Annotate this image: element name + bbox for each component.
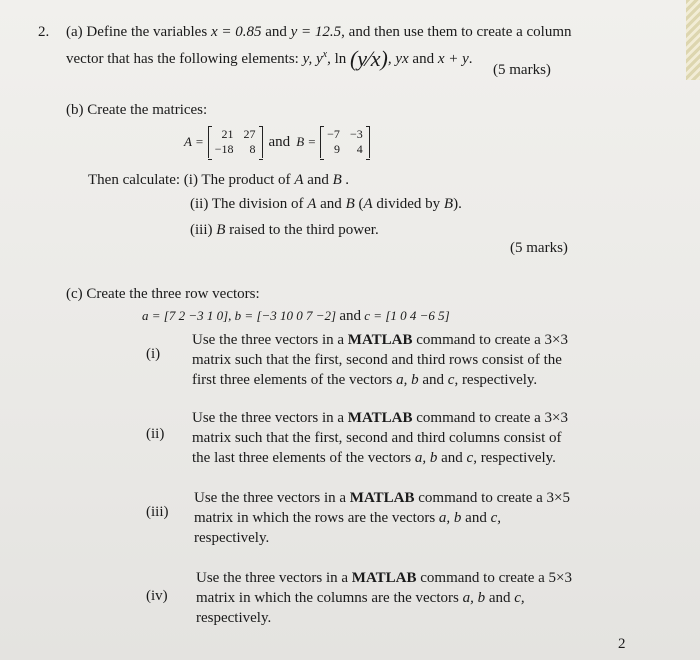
- matrix-equation: A = 21 27 −18 8 and B = −7 −3 9 4: [184, 126, 370, 158]
- item-iv-text: Use the three vectors in a MATLAB command to create a 5×3 matrix in which the columns are the vectors a, b and c, respectively.: [196, 570, 572, 626]
- part-a-marks: (5 marks): [493, 62, 551, 78]
- item-i-number: (i): [146, 346, 161, 362]
- matrix-b: −7 −3 9 4: [320, 126, 370, 158]
- item-iv-number: (iv): [146, 588, 168, 604]
- item-ii-text: Use the three vectors in a MATLAB command to create a 3×3 matrix such that the first, second and third columns consist of the last three elements of the vectors a, b and c, respectively.: [192, 410, 568, 466]
- page-number: 2: [618, 636, 626, 652]
- question-number: 2.: [38, 24, 50, 40]
- item-ii-number: (ii): [146, 426, 165, 442]
- item-iii-text: Use the three vectors in a MATLAB command to create a 3×5 matrix in which the rows are the vectors a, b and c, respectively.: [194, 490, 570, 546]
- part-b-ii: (ii) The division of A and B (A divided by B).: [190, 196, 462, 212]
- part-c-label: (c) Create the three row vectors:: [66, 286, 260, 302]
- row-vectors: a = [7 2 −3 1 0], b = [−3 10 0 7 −2] and c = [1 0 4 −6 5]: [142, 308, 450, 324]
- part-b-then-i: Then calculate: (i) The product of A and B .: [88, 172, 350, 188]
- matrix-a: 21 27 −18 8: [208, 126, 263, 158]
- part-b-label: (b) Create the matrices:: [66, 102, 208, 118]
- part-a-line1: (a) Define the variables x = 0.85 and y = 12.5, and then use them to create a column: [66, 24, 572, 40]
- page-edge-decoration: [686, 0, 700, 80]
- item-iii-number: (iii): [146, 504, 169, 520]
- part-a-line2: vector that has the following elements: y, $y^x$, ln (y⁄x), yx and x + y.: [66, 46, 473, 71]
- matrix-b-label: B =: [296, 134, 317, 149]
- item-i-text: Use the three vectors in a MATLAB command to create a 3×3 matrix such that the first, second and third rows consist of the first three elements of the vectors a, b and c, respectively.: [192, 332, 568, 388]
- matrix-a-label: A =: [184, 134, 204, 149]
- part-b-marks: (5 marks): [510, 240, 568, 256]
- part-b-iii: (iii) B raised to the third power.: [190, 222, 379, 238]
